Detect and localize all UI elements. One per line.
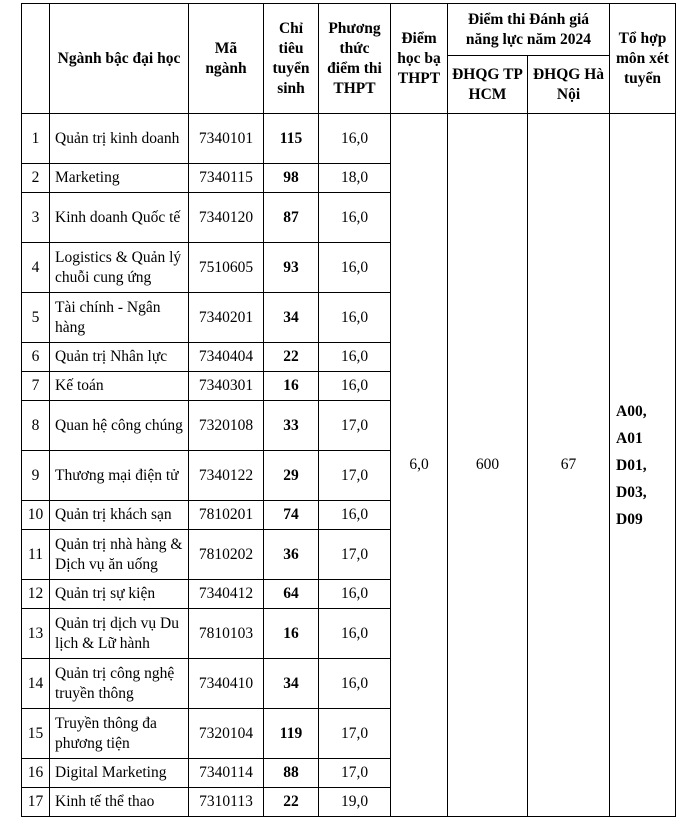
combo-item: D09 <box>616 510 643 528</box>
major-name: Quản trị khách sạn <box>50 501 189 530</box>
row-stt: 12 <box>22 580 50 609</box>
thpt-score: 16,0 <box>319 372 391 401</box>
major-quota: 64 <box>264 580 319 609</box>
thpt-score: 16,0 <box>319 293 391 343</box>
thpt-score: 16,0 <box>319 580 391 609</box>
subject-combos <box>610 114 676 817</box>
row-stt: 6 <box>22 343 50 372</box>
header-hcm: ĐHQG TP HCM <box>448 56 528 114</box>
major-quota: 87 <box>264 193 319 243</box>
major-code: 7320108 <box>189 401 264 451</box>
major-quota: 22 <box>264 788 319 817</box>
major-code: 7810201 <box>189 501 264 530</box>
major-code: 7510605 <box>189 243 264 293</box>
major-quota: 16 <box>264 609 319 659</box>
major-name: Tài chính - Ngân hàng <box>50 293 189 343</box>
major-code: 7340115 <box>189 164 264 193</box>
row-stt: 17 <box>22 788 50 817</box>
thpt-score: 16,0 <box>319 343 391 372</box>
major-quota: 115 <box>264 114 319 164</box>
header-major: Ngành bậc đại học <box>50 4 189 114</box>
major-name: Kế toán <box>50 372 189 401</box>
major-quota: 34 <box>264 659 319 709</box>
header-combos: Tổ hợp môn xét tuyển <box>610 4 676 114</box>
row-stt: 4 <box>22 243 50 293</box>
major-name: Kinh doanh Quốc tế <box>50 193 189 243</box>
major-code: 7340122 <box>189 451 264 501</box>
major-code: 7340412 <box>189 580 264 609</box>
major-quota: 33 <box>264 401 319 451</box>
hcm-score: 600 <box>448 114 528 817</box>
major-code: 7340404 <box>189 343 264 372</box>
header-transcript: Điểm học bạ THPT <box>391 4 448 114</box>
thpt-score: 19,0 <box>319 788 391 817</box>
combo-item: A01 <box>616 429 643 447</box>
major-code: 7340301 <box>189 372 264 401</box>
major-code: 7340120 <box>189 193 264 243</box>
row-stt: 10 <box>22 501 50 530</box>
row-stt: 9 <box>22 451 50 501</box>
transcript-score: 6,0 <box>391 114 448 817</box>
thpt-score: 18,0 <box>319 164 391 193</box>
combo-item: D01, <box>616 456 647 474</box>
hanoi-score: 67 <box>528 114 610 817</box>
major-quota: 88 <box>264 759 319 788</box>
thpt-score: 17,0 <box>319 759 391 788</box>
thpt-score: 16,0 <box>319 114 391 164</box>
combo-item: A00, <box>616 402 647 420</box>
row-stt: 13 <box>22 609 50 659</box>
row-stt: 2 <box>22 164 50 193</box>
thpt-score: 17,0 <box>319 401 391 451</box>
header-thpt-method: Phương thức điểm thi THPT <box>319 4 391 114</box>
major-name: Quản trị dịch vụ Du lịch & Lữ hành <box>50 609 189 659</box>
thpt-score: 17,0 <box>319 451 391 501</box>
thpt-score: 16,0 <box>319 193 391 243</box>
row-stt: 3 <box>22 193 50 243</box>
major-name: Quản trị công nghệ truyền thông <box>50 659 189 709</box>
row-stt: 14 <box>22 659 50 709</box>
thpt-score: 16,0 <box>319 501 391 530</box>
major-quota: 29 <box>264 451 319 501</box>
major-name: Kinh tế thể thao <box>50 788 189 817</box>
thpt-score: 16,0 <box>319 609 391 659</box>
thpt-score: 16,0 <box>319 243 391 293</box>
table-row <box>22 114 676 164</box>
major-quota: 98 <box>264 164 319 193</box>
major-code: 7810202 <box>189 530 264 580</box>
major-quota: 119 <box>264 709 319 759</box>
row-stt: 7 <box>22 372 50 401</box>
major-name: Quan hệ công chúng <box>50 401 189 451</box>
major-code: 7340114 <box>189 759 264 788</box>
major-code: 7340410 <box>189 659 264 709</box>
major-code: 7810103 <box>189 609 264 659</box>
major-name: Digital Marketing <box>50 759 189 788</box>
major-name: Quản trị kinh doanh <box>50 114 189 164</box>
row-stt: 11 <box>22 530 50 580</box>
header-code: Mã ngành <box>189 4 264 114</box>
header-stt <box>22 4 50 114</box>
major-name: Quản trị sự kiện <box>50 580 189 609</box>
admissions-table <box>21 3 676 817</box>
thpt-score: 17,0 <box>319 530 391 580</box>
major-code: 7320104 <box>189 709 264 759</box>
row-stt: 1 <box>22 114 50 164</box>
major-code: 7310113 <box>189 788 264 817</box>
header-quota: Chỉ tiêu tuyển sinh <box>264 4 319 114</box>
thpt-score: 17,0 <box>319 709 391 759</box>
row-stt: 8 <box>22 401 50 451</box>
major-code: 7340201 <box>189 293 264 343</box>
major-code: 7340101 <box>189 114 264 164</box>
thpt-score: 16,0 <box>319 659 391 709</box>
major-name: Truyền thông đa phương tiện <box>50 709 189 759</box>
major-name: Thương mại điện tử <box>50 451 189 501</box>
major-name: Quản trị nhà hàng & Dịch vụ ăn uống <box>50 530 189 580</box>
major-quota: 93 <box>264 243 319 293</box>
major-quota: 22 <box>264 343 319 372</box>
header-hanoi: ĐHQG Hà Nội <box>528 56 610 114</box>
major-quota: 36 <box>264 530 319 580</box>
row-stt: 5 <box>22 293 50 343</box>
major-quota: 16 <box>264 372 319 401</box>
major-name: Marketing <box>50 164 189 193</box>
combo-item: D03, <box>616 483 647 501</box>
major-name: Logistics & Quản lý chuỗi cung ứng <box>50 243 189 293</box>
header-aptitude-group: Điểm thi Đánh giá năng lực năm 2024 <box>448 4 610 56</box>
major-name: Quản trị Nhân lực <box>50 343 189 372</box>
major-quota: 74 <box>264 501 319 530</box>
row-stt: 15 <box>22 709 50 759</box>
row-stt: 16 <box>22 759 50 788</box>
major-quota: 34 <box>264 293 319 343</box>
